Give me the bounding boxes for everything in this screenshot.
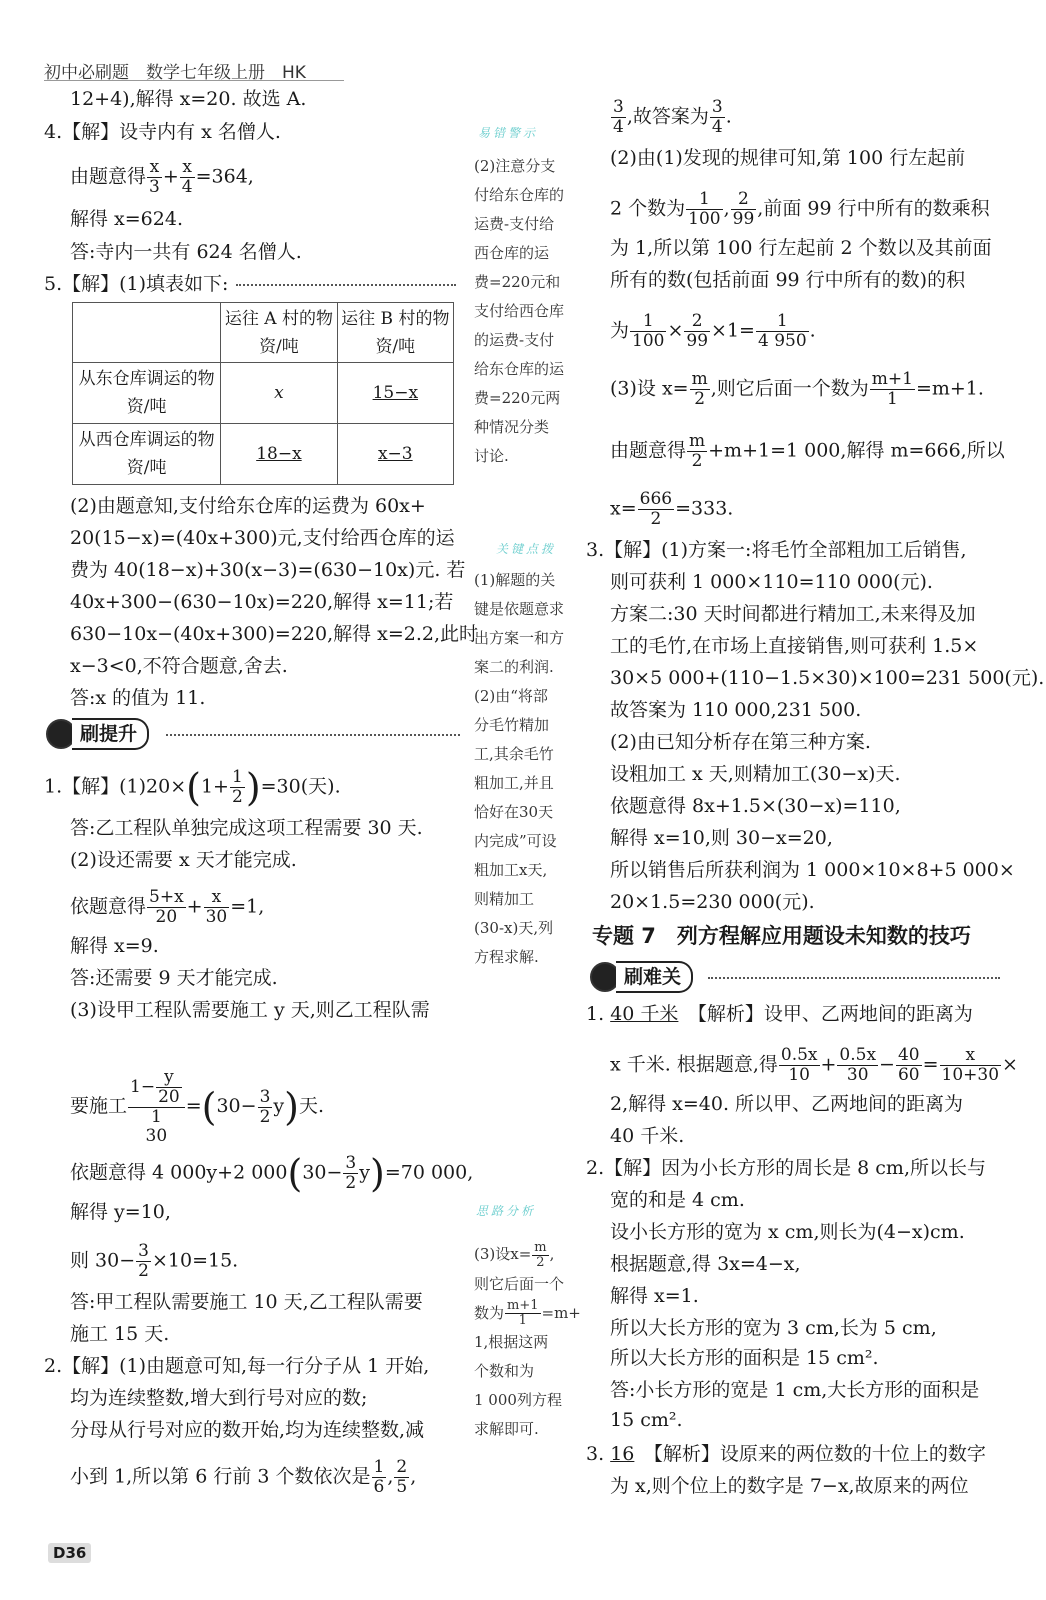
text-line: 宽的和是 4 cm.	[610, 1189, 745, 1211]
equation-line: 依题意得 $\frac{5+x}{20}$ + $\frac{x}{30}$ =1,	[70, 887, 265, 927]
text-line: 答:还需要 9 天才能完成.	[70, 967, 278, 989]
sidenote-line: 种情况分类	[474, 418, 550, 436]
sidenote-line: 粗加工x天,	[474, 861, 548, 879]
table-cell: 15−x	[337, 363, 453, 424]
text-line: 依题意得 8x+1.5×(30−x)=110,	[610, 795, 901, 817]
table-header: 运往 B 村的物资/吨	[337, 303, 453, 363]
equation-line: $\frac{3}{4}$ ,故答案为 $\frac{3}{4}$ .	[613, 97, 732, 137]
text-line: 费为 40(18−x)+30(x−3)=(630−10x)元. 若	[70, 559, 466, 581]
text-line: 分母从行号对应的数开始,均为连续整数,减	[70, 1419, 425, 1441]
equation-line: 2 个数为 $\frac{1}{100}$ , $\frac{2}{99}$ ,前面 99 行中所有的数乘积	[610, 189, 990, 229]
sidenote-line: 费=220元两	[474, 389, 561, 407]
table-row-label: 从东仓库调运的物资/吨	[73, 363, 221, 424]
equation-line: x 千米. 根据题意,得 $\frac{0.5x}{10}$ + $\frac{0.5x}{30}$ − $\frac{40}{60}$ = $\frac{x}{10+30}$ ×	[610, 1045, 1018, 1085]
text-line: 解得 y=10,	[70, 1201, 171, 1223]
complex-fraction: 1− $\frac{y}{20}$ 1 30	[128, 1068, 185, 1146]
sidenote-line: 恰好在30天	[474, 803, 554, 821]
text-line: 答:x 的值为 11.	[70, 687, 206, 709]
text-line: 答:乙工程队单独完成这项工程需要 30 天.	[70, 817, 423, 839]
question-4: 4.【解】设寺内有 x 名僧人.	[44, 121, 281, 143]
text-line: 根据题意,得 3x=4−x,	[610, 1253, 801, 1275]
page-number: D36	[48, 1543, 91, 1563]
question-3-nanguan: 3. 16 【解析】设原来的两位数的十位上的数字	[586, 1443, 986, 1465]
question-1-nanguan: 1. 40 千米 【解析】设甲、乙两地间的距离为	[586, 1003, 973, 1025]
text-line: 解得 x=1.	[610, 1285, 699, 1307]
equation-line: 为 $\frac{1}{100}$ × $\frac{2}{99}$ ×1= $\frac{1}{4 950}$ .	[610, 311, 816, 351]
sidenote-line: 粗加工,并且	[474, 774, 554, 792]
text-line: 12+4),解得 x=20. 故选 A.	[70, 88, 307, 110]
dotted-leader	[166, 734, 460, 736]
sidenote-line: 运费-支付给	[474, 215, 555, 233]
sidenote-line: 西仓库的运	[474, 244, 550, 262]
sidenote-line: 案二的利润.	[474, 658, 554, 676]
question-5: 5.【解】(1)填表如下:	[44, 273, 229, 295]
text-line: 15 cm².	[610, 1409, 683, 1431]
sidenote-line: 支付给西仓库	[474, 302, 565, 320]
text-line: 30×5 000+(110−1.5×30)×100=231 500(元).	[610, 667, 1045, 689]
table-cell: 18−x	[221, 424, 337, 485]
text-line: 解得 x=9.	[70, 935, 159, 957]
text-line: 为 1,所以第 100 行左起前 2 个数以及其前面	[610, 237, 992, 259]
text-line: 方案二:30 天时间都进行精加工,未来得及加	[610, 603, 976, 625]
sidenote-line: 出方案一和方	[474, 629, 565, 647]
sidenote-line: (30-x)天,列	[474, 919, 554, 937]
text-line: 工的毛竹,在市场上直接销售,则可获利 1.5×	[610, 635, 979, 657]
table-cell: x	[221, 363, 337, 424]
text-line: (3)设甲工程队需要施工 y 天,则乙工程队需	[70, 999, 430, 1021]
sidenote-line: 讨论.	[474, 447, 509, 465]
text-line: 设小长方形的宽为 x cm,则长为(4−x)cm.	[610, 1221, 965, 1243]
sidenote-line: 的运费-支付	[474, 331, 555, 349]
table-cell: x−3	[337, 424, 453, 485]
topic-title: 专题 7 列方程解应用题设未知数的技巧	[592, 924, 971, 948]
equation-line: x= $\frac{666}{2}$ =333.	[610, 489, 734, 529]
text-line: 所以大长方形的面积是 15 cm².	[610, 1347, 879, 1369]
note-heading: 思路分析	[476, 1204, 537, 1218]
equation-line: 要施工 1− $\frac{y}{20}$ 1 30 =(30− $\frac{3}{2}$ y)天.	[70, 1067, 325, 1146]
text-line: 则可获利 1 000×110=110 000(元).	[610, 571, 933, 593]
sidenote-line: 键是依题意求	[474, 600, 565, 618]
sidenote-line: 工,其余毛竹	[474, 745, 554, 763]
fraction: $\frac{x}{30}$	[205, 887, 228, 927]
equation-line: 依题意得 4 000y+2 000(30− $\frac{3}{2}$ y)=70 000,	[70, 1151, 474, 1196]
dotted-leader	[236, 284, 456, 286]
header-rule	[44, 80, 344, 81]
book-header: 初中必刷题 数学七年级上册 HK	[44, 63, 306, 83]
text-line: 所以大长方形的宽为 3 cm,长为 5 cm,	[610, 1317, 937, 1339]
sidenote-errors	[474, 152, 564, 471]
text-line: 40x+300−(630−10x)=220,解得 x=11;若	[70, 591, 454, 613]
sidenote-keypoints	[474, 566, 564, 972]
text-line: 630−10x−(40x+300)=220,解得 x=2.2,此时	[70, 623, 479, 645]
freight-table	[72, 302, 454, 485]
dotted-leader	[708, 977, 1000, 979]
section-badge-nanguan: 刷难关	[590, 962, 693, 992]
sidenote-analysis: (3)设x= $\frac{m}{2}$ , 则它后面一个 数为 $\frac{m+1}{1}$ =m+ 1,根据这两 个数和为 1 000列方程 求解即可.	[474, 1239, 581, 1438]
sidenote-line: 方程求解.	[474, 948, 539, 966]
fraction: $\frac{x}{4}$	[181, 157, 193, 197]
table-header: 运往 A 村的物资/吨	[221, 303, 337, 363]
text-line: 均为连续整数,增大到行号对应的数;	[70, 1387, 368, 1409]
sidenote-line: (2)注意分支	[474, 157, 556, 175]
sidenote-line: (2)由“将部	[474, 687, 548, 705]
text-line: 2,解得 x=40. 所以甲、乙两地间的距离为	[610, 1093, 964, 1115]
text-line: x−3<0,不符合题意,舍去.	[70, 655, 288, 677]
note-heading: 关键点拨	[496, 542, 557, 556]
sidenote-line: 内完成”可设	[474, 832, 557, 850]
sidenote-line: 则精加工	[474, 890, 535, 908]
text-line: 解得 x=624.	[70, 208, 183, 230]
sidenote-line: 分毛竹精加	[474, 716, 550, 734]
equation-line: 由题意得 $\frac{m}{2}$ +m+1=1 000,解得 m=666,所以	[610, 431, 1005, 471]
text-line: 答:寺内一共有 624 名僧人.	[70, 241, 302, 263]
sidenote-line: 费=220元和	[474, 273, 561, 291]
fraction: $\frac{1}{2}$	[231, 767, 243, 807]
equation-line: 则 30− $\frac{3}{2}$ ×10=15.	[70, 1241, 239, 1281]
note-heading: 易错警示	[478, 126, 539, 140]
text-line: 所有的数(包括前面 99 行中所有的数)的积	[610, 269, 966, 291]
question-1: 1.【解】(1)20×(1+ $\frac{1}{2}$ )=30(天).	[44, 765, 341, 810]
text-line: 40 千米.	[610, 1125, 685, 1147]
question-2: 2.【解】(1)由题意可知,每一行分子从 1 开始,	[44, 1355, 430, 1377]
text-line: 解得 x=10,则 30−x=20,	[610, 827, 833, 849]
text-line: 20×1.5=230 000(元).	[610, 891, 815, 913]
text-line: 故答案为 110 000,231 500.	[610, 699, 862, 721]
text-line: 施工 15 天.	[70, 1323, 170, 1345]
text-line: (2)由(1)发现的规律可知,第 100 行左起前	[610, 147, 966, 169]
equation-line: (3)设 x= $\frac{m}{2}$ ,则它后面一个数为 $\frac{m+1}{1}$ =m+1.	[610, 369, 984, 409]
text-line: 设粗加工 x 天,则精加工(30−x)天.	[610, 763, 901, 785]
fraction: $\frac{x}{3}$	[149, 157, 160, 197]
question-2-nanguan: 2.【解】因为小长方形的周长是 8 cm,所以长与	[586, 1157, 986, 1179]
text-line: 为 x,则个位上的数字是 7−x,故原来的两位	[610, 1475, 969, 1497]
equation-line: 小到 1,所以第 6 行前 3 个数依次是 $\frac{1}{6}$ , $\frac{2}{5}$ ,	[70, 1457, 417, 1497]
text-line: 所以销售后所获利润为 1 000×10×8+5 000×	[610, 859, 1015, 881]
section-badge-tisheng: 刷提升	[46, 719, 149, 749]
table-corner	[73, 303, 221, 363]
equation-line: 由题意得 $\frac{x}{3}$ + $\frac{x}{4}$ =364,	[70, 157, 254, 197]
text-line: 答:小长方形的宽是 1 cm,大长方形的面积是	[610, 1379, 980, 1401]
fraction: $\frac{5+x}{20}$	[149, 887, 184, 927]
question-3: 3.【解】(1)方案一:将毛竹全部粗加工后销售,	[586, 539, 967, 561]
text-line: 20(15−x)=(40x+300)元,支付给西仓库的运	[70, 527, 455, 549]
table-row-label: 从西仓库调运的物资/吨	[73, 424, 221, 485]
text-line: (2)由已知分析存在第三种方案.	[610, 731, 871, 753]
text-line: (2)设还需要 x 天才能完成.	[70, 849, 297, 871]
text-line: 答:甲工程队需要施工 10 天,乙工程队需要	[70, 1291, 423, 1313]
text-line: (2)由题意知,支付给东仓库的运费为 60x+	[70, 495, 426, 517]
sidenote-line: 给东仓库的运	[474, 360, 565, 378]
sidenote-line: (1)解题的关	[474, 571, 556, 589]
sidenote-line: 付给东仓库的	[474, 186, 565, 204]
